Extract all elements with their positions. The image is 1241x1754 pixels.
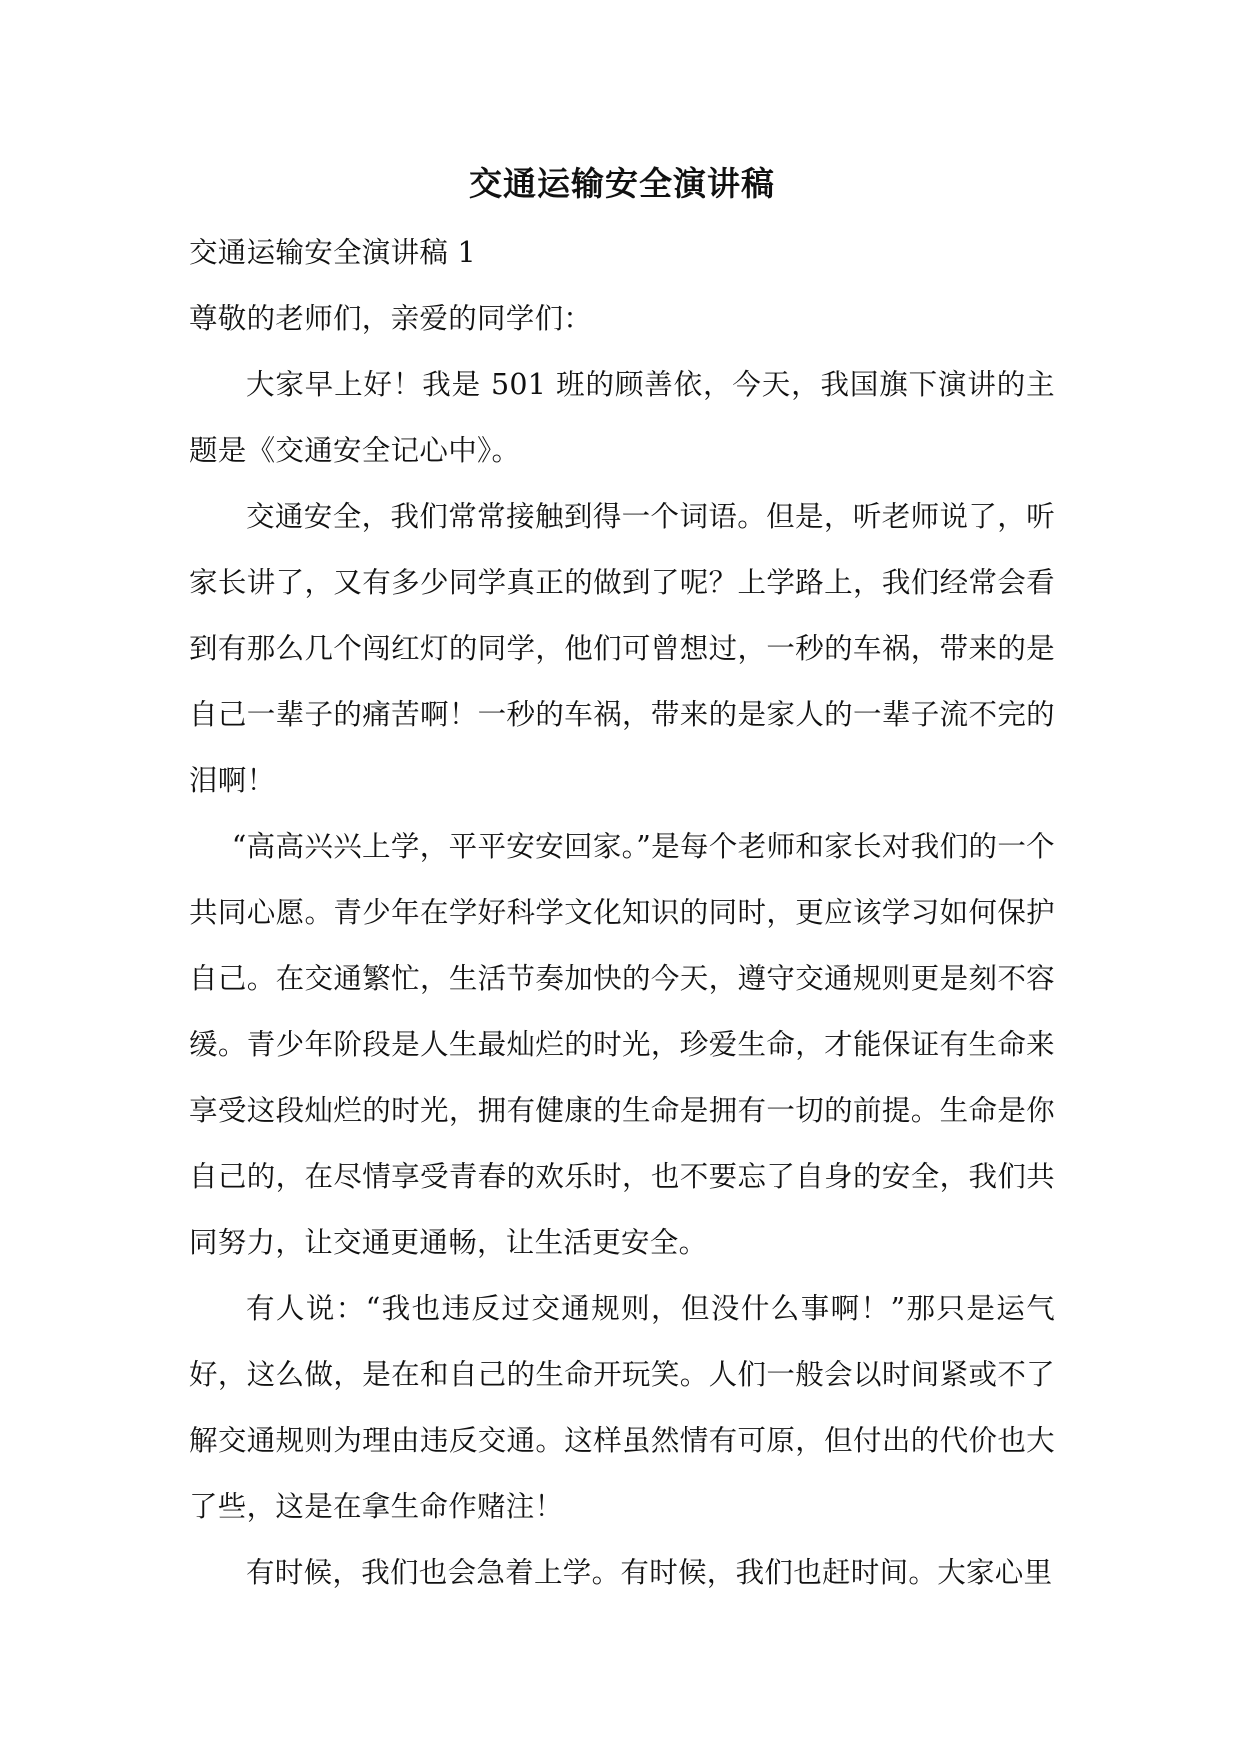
document-title: 交通运输安全演讲稿 xyxy=(469,164,775,203)
paragraph-traffic-safety: 交通安全，我们常常接触到得一个词语。但是，听老师说了，听家长讲了，又有多少同学真正的做到了呢？上学路上，我们经常会看到有那么几个闯红灯的同学，他们可曾想过，一秒的车祸，带来的是自己一辈子的痛苦啊！一秒的车祸，带来的是家人的一辈子流不完的泪啊！ xyxy=(189,500,1055,797)
paragraph-hurry: 有时候，我们也会急着上学。有时候，我们也赶时间。大家心里 xyxy=(246,1556,1053,1589)
paragraph-risk: 有人说：“我也违反过交通规则，但没什么事啊！”那只是运气好，这么做，是在和自己的生命开玩笑。人们一般会以时间紧或不了解交通规则为理由违反交通。这样虽然情有可原，但付出的代价也大了些，这是在拿生命作赌注！ xyxy=(189,1292,1055,1523)
speech-subtitle: 交通运输安全演讲稿 1 xyxy=(189,236,476,269)
paragraph-shared-wish: “高高兴兴上学，平平安安回家。”是每个老师和家长对我们的一个共同心愿。青少年在学好科学文化知识的同时，更应该学习如何保护自己。在交通繁忙，生活节奏加快的今天，遵守交通规则更是刻不容缓。青少年阶段是人生最灿烂的时光，珍爱生命，才能保证有生命来享受这段灿烂的时光，拥有健康的生命是拥有一切的前提。生命是你自己的，在尽情享受青春的欢乐时，也不要忘了自身的安全，我们共同努力，让交通更通畅，让生活更安全。 xyxy=(189,830,1055,1259)
document-body xyxy=(189,158,1055,1606)
paragraph-opening: 大家早上好！我是 501 班的顾善依，今天，我国旗下演讲的主题是《交通安全记心中》。 xyxy=(189,368,1055,467)
speech-greeting: 尊敬的老师们，亲爱的同学们： xyxy=(189,302,593,335)
